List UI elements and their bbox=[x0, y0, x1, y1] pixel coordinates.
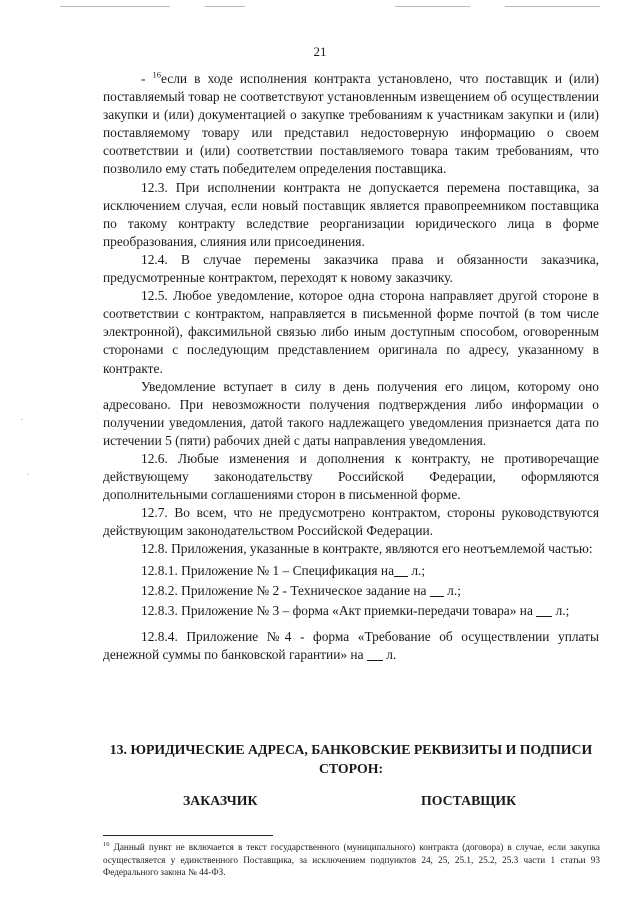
paragraph-12-7: 12.7. Во всем, что не предусмотрено контрактом, стороны руководствуются действующим законодательством Российской Федерации. bbox=[103, 505, 599, 539]
blank-field[interactable] bbox=[367, 649, 383, 661]
paragraph-12-4: 12.4. В случае перемены заказчика права и обязанности заказчика, предусмотренные контрактом, переходят к новому заказчику. bbox=[103, 251, 599, 286]
paragraph-12-6: 12.6. Любые изменения и дополнения к контракту, не противоречащие действующему законодательству Российской Федерации, оформляются дополнительными соглашениями сторон в письменной форме. bbox=[103, 450, 599, 503]
paragraph-text: если в ходе исполнения контракта установлено, что поставщик и (или) поставляемый товар не соответствуют установленным извещением об осуществлении закупки и (или) документацией о закупке требованиям к участникам закупки и (или) поставляемому товару или представил недостоверную информацию о своем соответствии и (или) соответствии поставляемого товара таким требованиям, что позволило ему стать победителем определения поставщика. bbox=[103, 71, 599, 177]
customer-label: ЗАКАЗЧИК bbox=[183, 793, 258, 808]
scan-artifact bbox=[205, 6, 245, 7]
paragraph-notice: Уведомление вступает в силу в день получения его лицом, которому оно адресовано. При невозможности получения подтверждения либо информации о получении уведомления, датой такого надлежащего уведомления признается дата по истечении 5 (пяти) рабочих дней с даты направления уведомления. bbox=[103, 378, 599, 448]
appendix-label: 12.8.3. Приложение № 3 – форма «Акт приемки-передачи товара» на bbox=[141, 602, 537, 618]
appendix-label: 12.8.2. Приложение № 2 - Техническое задание на bbox=[141, 582, 430, 598]
appendix-unit: л.; bbox=[443, 582, 461, 598]
paragraph-12-8: 12.8. Приложения, указанные в контракте, являются его неотъемлемой частью: bbox=[141, 541, 593, 557]
appendix-label: 12.8.1. Приложение № 1 – Спецификация на bbox=[141, 562, 395, 578]
footnote-number: 16 bbox=[103, 840, 110, 848]
scan-artifact bbox=[60, 6, 170, 7]
footnote-reference[interactable]: 16 bbox=[152, 69, 162, 80]
scan-artifact bbox=[395, 6, 470, 7]
scan-artifact bbox=[505, 6, 600, 7]
appendix-unit: л. bbox=[382, 646, 397, 662]
footnote bbox=[103, 841, 600, 879]
document-body bbox=[103, 70, 599, 664]
appendix-unit: л.; bbox=[408, 562, 426, 578]
scan-artifact: · bbox=[26, 470, 30, 481]
list-dash: - bbox=[141, 71, 153, 86]
appendix-item bbox=[103, 582, 599, 600]
appendix-label: 12.8.4. Приложение №4 - форма «Требование об осуществлении уплаты денежной суммы по банковской гарантии» на bbox=[103, 628, 599, 662]
supplier-label: ПОСТАВЩИК bbox=[421, 793, 517, 808]
footnote-divider bbox=[103, 835, 273, 836]
paragraph-12-3: 12.3. При исполнении контракта не допускается перемена поставщика, за исключением случая, если новый поставщик является правопреемником поставщика по такому контракту вследствие реорганизации юридического лица в форме преобразования, слияния или присоединения. bbox=[103, 179, 599, 249]
blank-field[interactable] bbox=[394, 565, 408, 577]
appendix-item bbox=[103, 562, 599, 580]
paragraph-12-5: 12.5. Любое уведомление, которое одна сторона направляет другой стороне в соответствии с контрактом, направляется в письменной форме почтой (в том числе электронной), факсимильной связью либо иным доступным способом, оговоренным сторонами с последующим представлением оригинала по адресу, указанному в контракте. bbox=[103, 288, 599, 376]
appendix-unit: л.; bbox=[552, 602, 570, 618]
appendix-item bbox=[103, 602, 599, 620]
page-number: 21 bbox=[313, 44, 327, 59]
scan-artifact: · bbox=[20, 415, 24, 426]
blank-field[interactable] bbox=[536, 605, 552, 617]
blank-field[interactable] bbox=[430, 585, 444, 597]
footnote-text: Данный пункт не включается в текст государственного (муниципального) контракта (договора) в случае, если закупка осуществляется у единственного Поставщика, за исключением подпунктов 24, 25, 25.1, 25.2, 25.3 части 1 статьи 93 Федерального закона № 44-ФЗ. bbox=[103, 842, 601, 877]
paragraph-16 bbox=[103, 70, 599, 179]
appendix-item bbox=[103, 628, 599, 664]
section-heading: 13. ЮРИДИЧЕСКИЕ АДРЕСА, БАНКОВСКИЕ РЕКВИЗИТЫ И ПОДПИСИ СТОРОН: bbox=[109, 742, 593, 776]
